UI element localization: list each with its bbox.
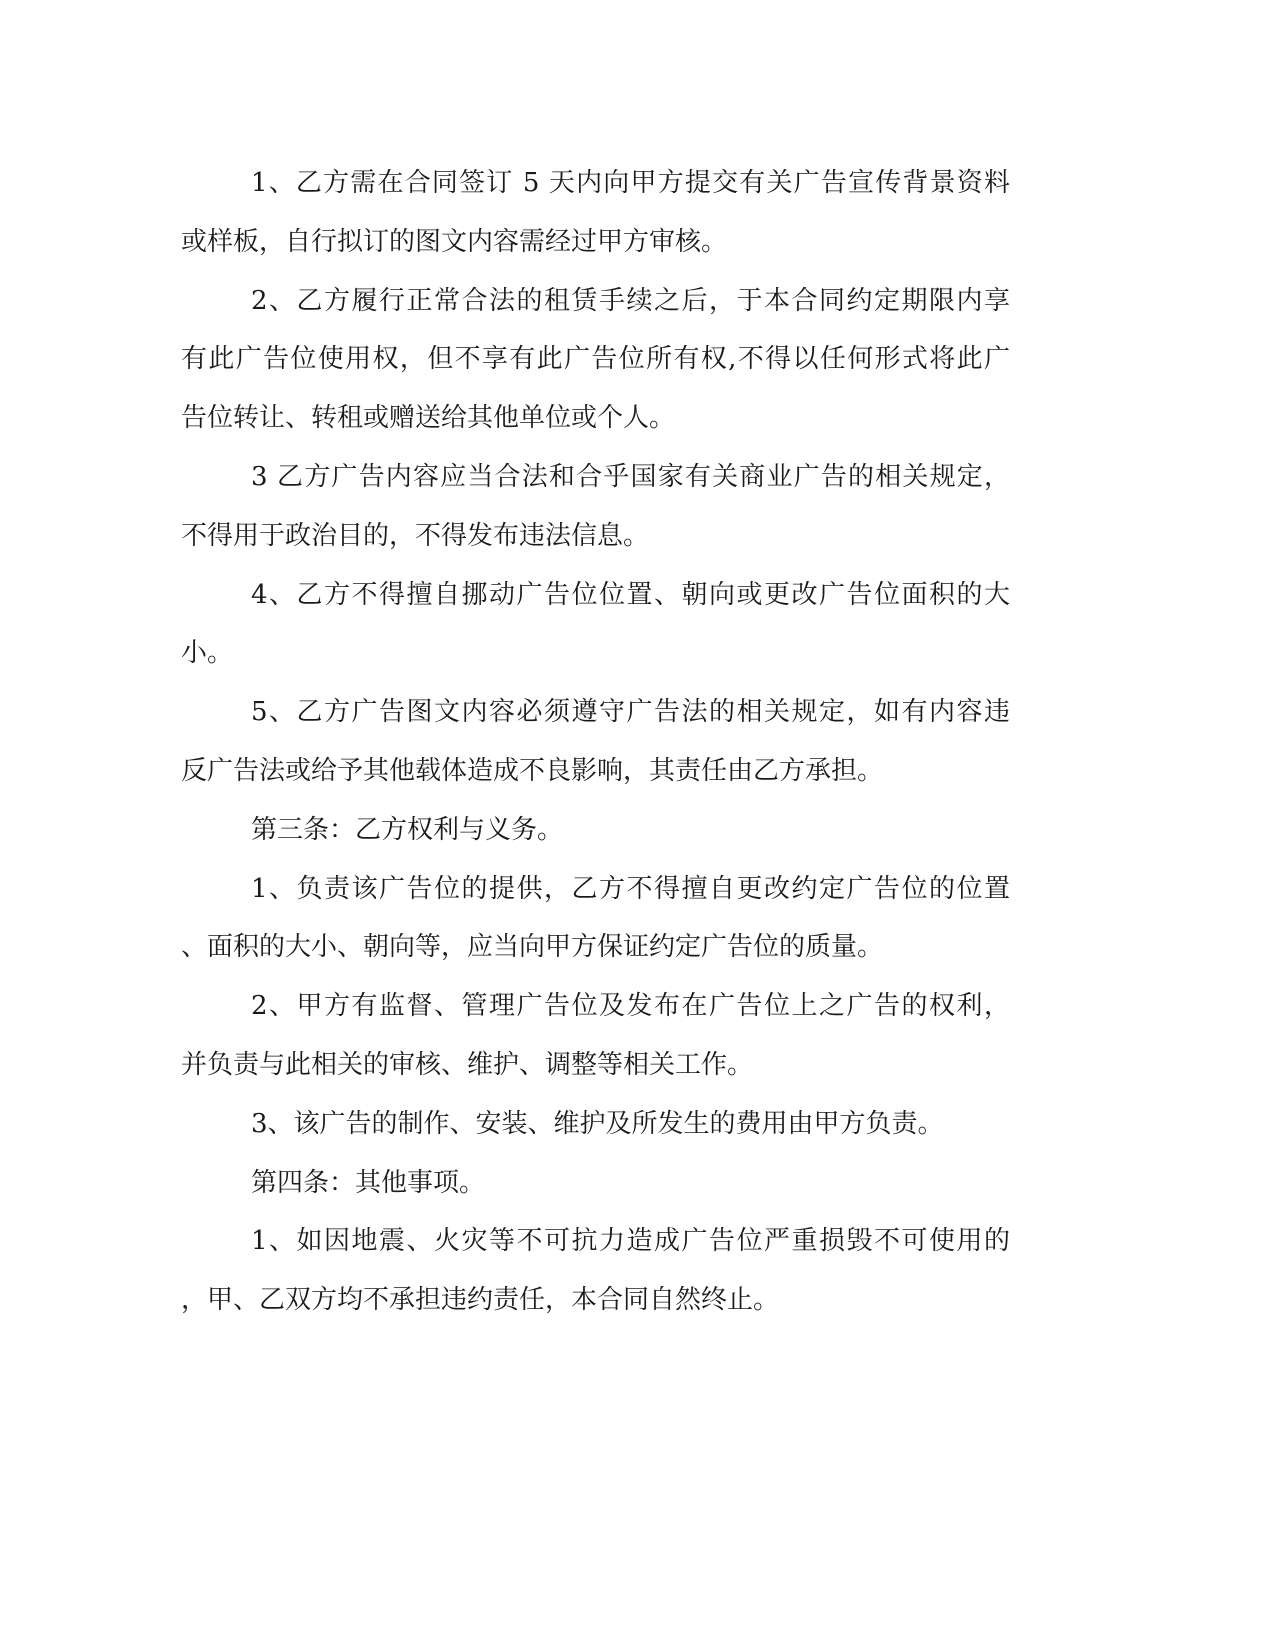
text-line: 并负责与此相关的审核、维护、调整等相关工作。 — [181, 1049, 754, 1080]
text-line: 反广告法或给予其他载体造成不良影响，其责任由乙方承担。 — [181, 755, 884, 786]
text-line: 2、甲方有监督、管理广告位及发布在广告位上之广告的权利， — [251, 991, 1010, 1022]
text-line: 1、乙方需在合同签订 5 天内向甲方提交有关广告宣传背景资料 — [251, 168, 1010, 198]
text-line: ，甲、乙双方均不承担违约责任，本合同自然终止。 — [181, 1285, 780, 1316]
text-line: 3、该广告的制作、安装、维护及所发生的费用由甲方负责。 — [251, 1108, 944, 1139]
text-line: 告位转让、转租或赠送给其他单位或个人。 — [181, 403, 676, 434]
text-line: 或样板，自行拟订的图文内容需经过甲方审核。 — [181, 226, 728, 257]
text-line: 、面积的大小、朝向等，应当向甲方保证约定广告位的质量。 — [181, 932, 884, 963]
text-line: 4、乙方不得擅自挪动广告位位置、朝向或更改广告位面积的大 — [251, 579, 1010, 610]
text-line: 小。 — [181, 638, 234, 669]
contract-text — [181, 154, 1010, 1330]
text-line: 5、乙方广告图文内容必须遵守广告法的相关规定，如有内容违 — [251, 697, 1010, 728]
text-line: 2、乙方履行正常合法的租赁手续之后，于本合同约定期限内享 — [251, 285, 1010, 316]
section-heading: 第四条：其他事项。 — [251, 1167, 486, 1198]
section-heading: 第三条：乙方权利与义务。 — [251, 814, 564, 845]
text-line: 有此广告位使用权，但不享有此广告位所有权,不得以任何形式将此广 — [181, 344, 1010, 375]
text-line: 1、如因地震、火灾等不可抗力造成广告位严重损毁不可使用的 — [251, 1226, 1010, 1257]
text-line: 3 乙方广告内容应当合法和合乎国家有关商业广告的相关规定， — [251, 461, 1010, 492]
text-line: 1、负责该广告位的提供，乙方不得擅自更改约定广告位的位置 — [251, 873, 1010, 904]
text-line: 不得用于政治目的，不得发布违法信息。 — [181, 520, 650, 551]
